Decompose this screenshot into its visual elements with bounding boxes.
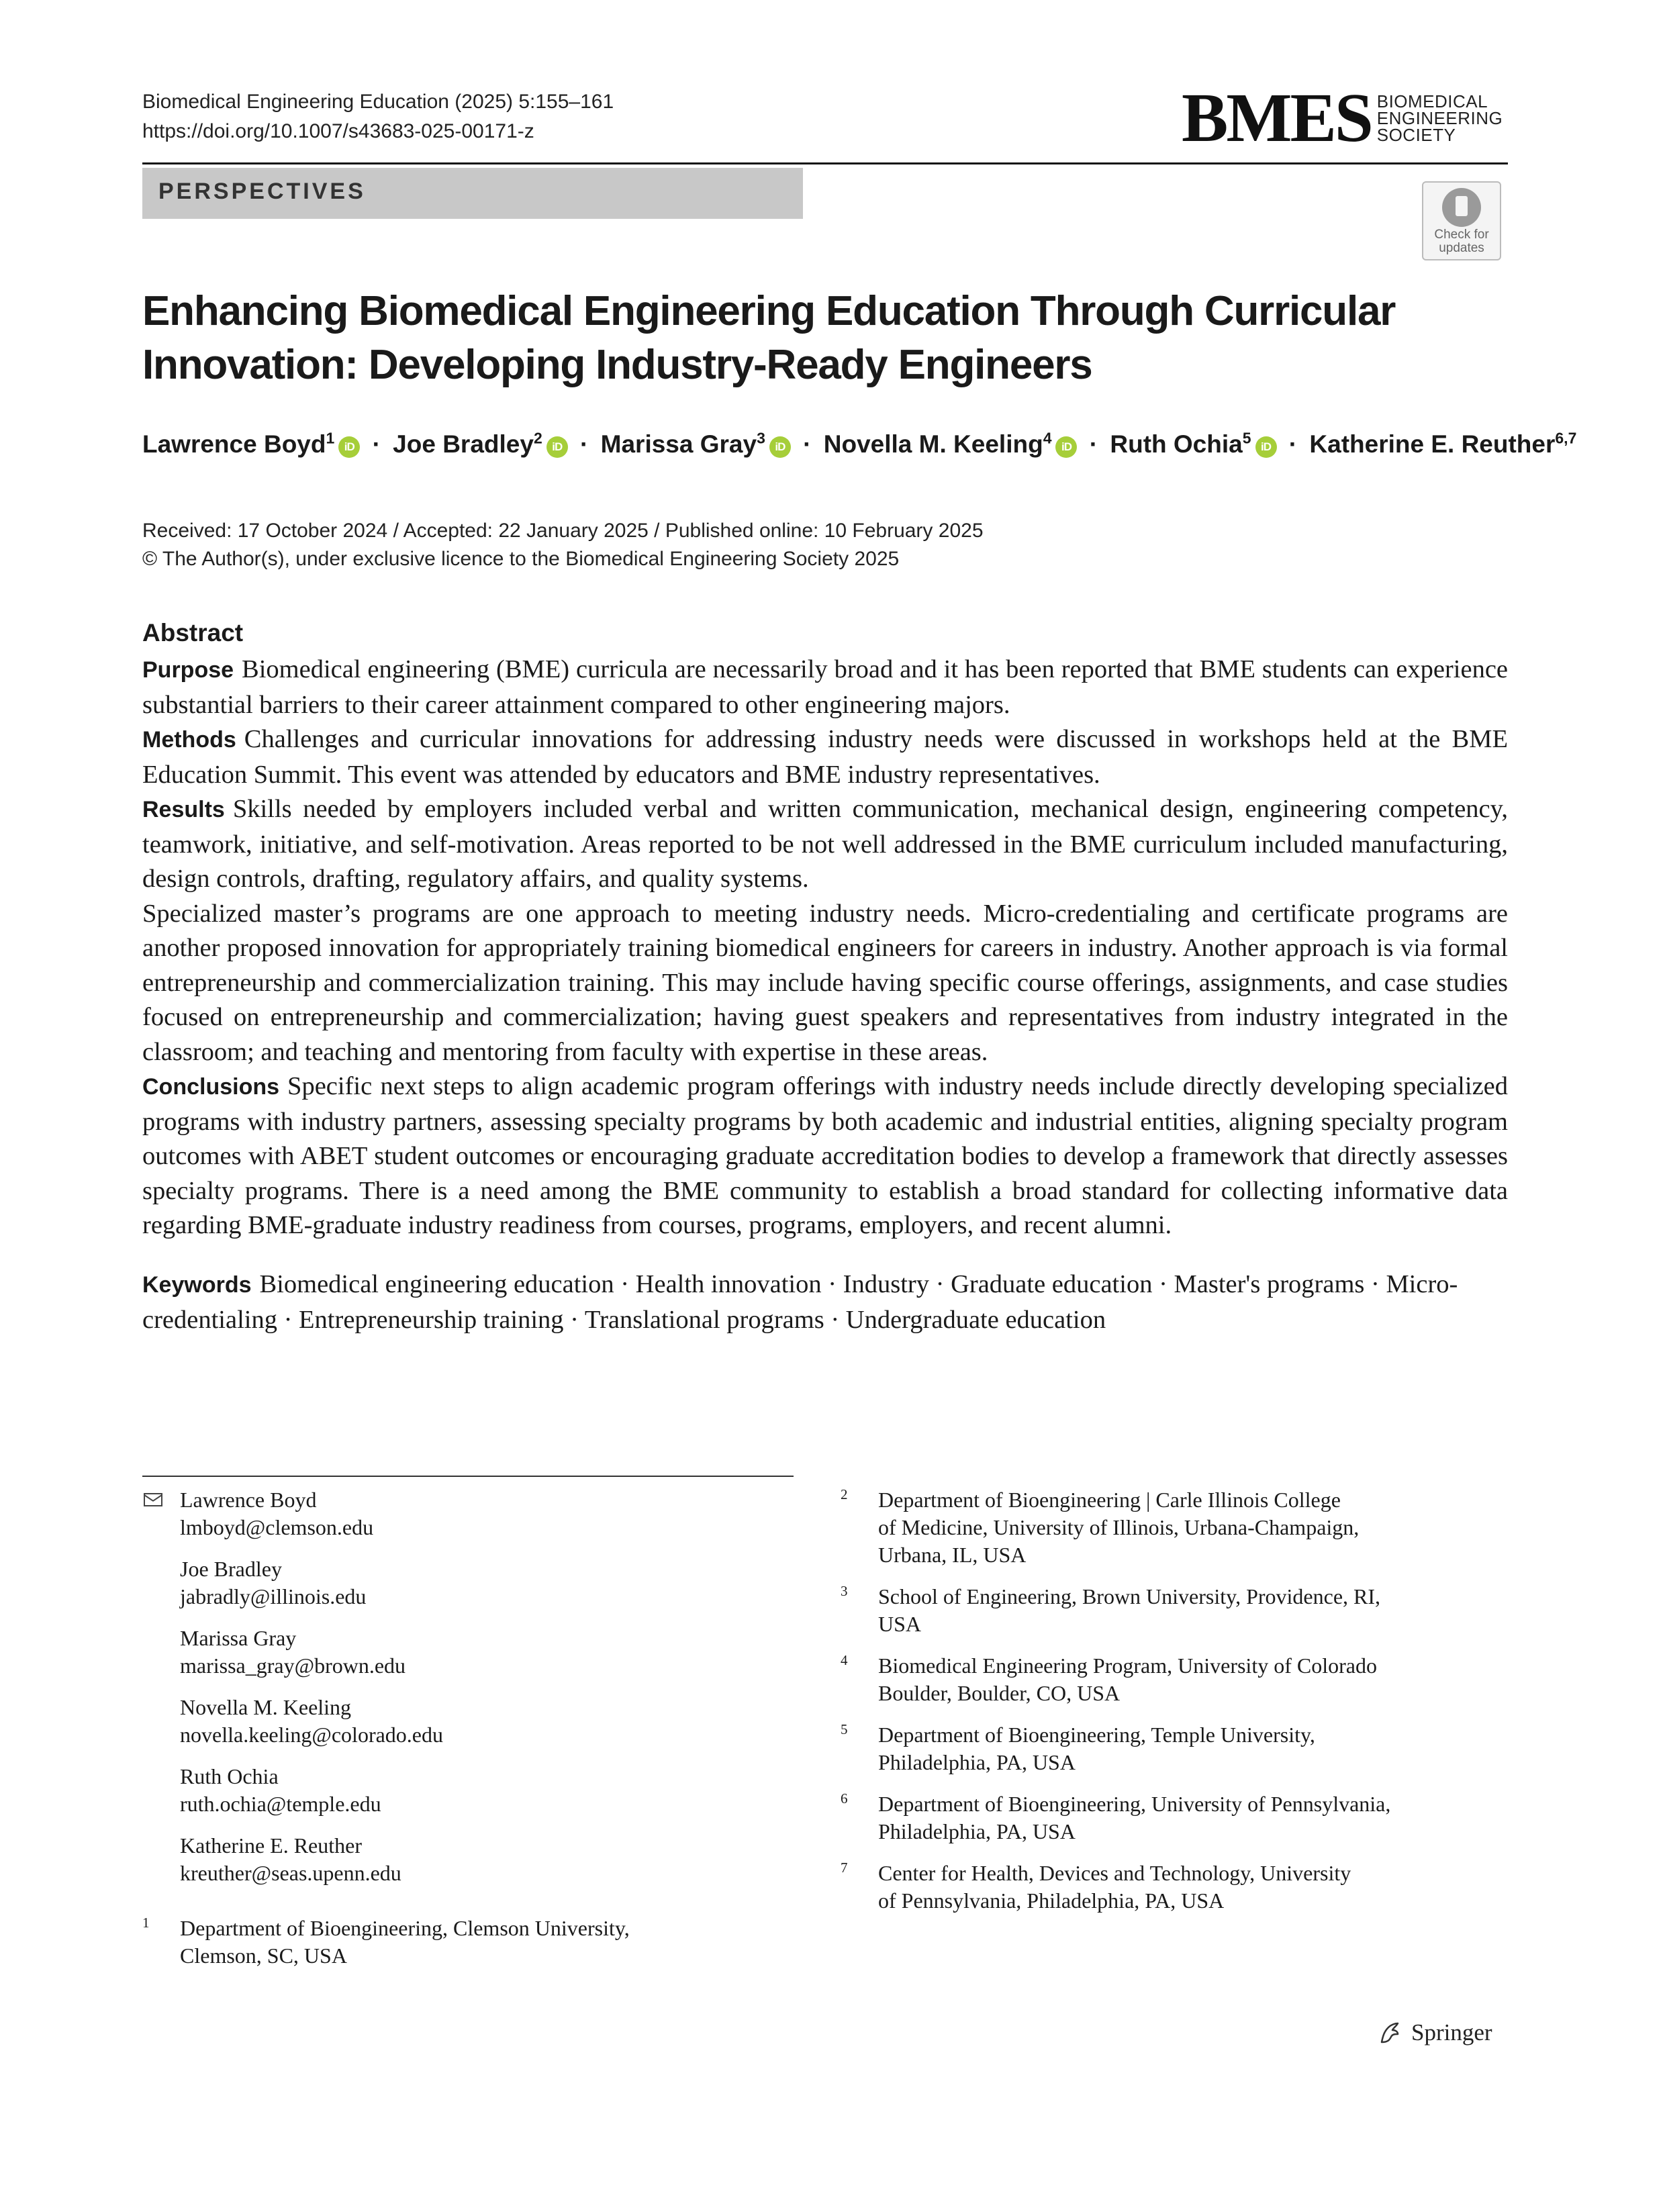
author-list	[142, 430, 1576, 459]
author-name: Ruth Ochia	[1110, 430, 1243, 459]
journal-volume-line: Biomedical Engineering Education (2025) 5:155–161	[142, 91, 614, 113]
affiliation-line: USA	[878, 1612, 922, 1636]
abstract-methods	[142, 722, 1508, 792]
contact-entry	[142, 1694, 800, 1749]
affiliation-line: School of Engineering, Brown University, Providence, RI,	[878, 1584, 1381, 1608]
author-name: Joe Bradley	[393, 430, 534, 459]
affiliation-number: 3	[841, 1583, 848, 1599]
contact-entry	[142, 1555, 800, 1610]
affiliation-line: Philadelphia, PA, USA	[878, 1819, 1076, 1843]
keywords-label: Keywords	[142, 1272, 252, 1298]
springer-horse-icon	[1376, 2019, 1403, 2046]
check-updates-line: updates	[1439, 241, 1484, 255]
article-title: Enhancing Biomedical Engineering Education Through Curricular Innovation: Developing Industry-Ready Engineers	[142, 288, 1396, 388]
affiliation	[841, 1583, 1512, 1638]
bmes-logo-mark: BMES	[1182, 79, 1372, 156]
author-separator: ·	[372, 430, 381, 459]
abstract-heading: Abstract	[142, 619, 244, 646]
contact-name: Marissa Gray	[180, 1626, 297, 1650]
contact-name: Joe Bradley	[180, 1557, 282, 1581]
affiliation-number: 5	[841, 1721, 848, 1737]
contact-name: Katherine E. Reuther	[180, 1833, 362, 1858]
envelope-icon	[144, 1493, 162, 1506]
abstract-label: Conclusions	[142, 1074, 280, 1100]
footnote-rule	[142, 1476, 794, 1477]
affiliation-line: Biomedical Engineering Program, University of Colorado	[878, 1653, 1377, 1678]
author-name: Novella M. Keeling	[823, 430, 1043, 459]
abstract-text: Challenges and curricular innovations for addressing industry needs were discussed in workshops held at the BME Education Summit. This event was attended by educators and BME industry representatives.	[142, 725, 1508, 789]
author	[393, 430, 568, 458]
received-accepted-published: Received: 17 October 2024 / Accepted: 22 January 2025 / Published online: 10 February 2025	[142, 520, 984, 542]
affiliation-number: 7	[841, 1860, 848, 1876]
abstract-label: Methods	[142, 727, 236, 753]
orcid-icon[interactable]: iD	[1055, 436, 1077, 458]
affiliation-line: of Pennsylvania, Philadelphia, PA, USA	[878, 1888, 1225, 1913]
affiliation	[841, 1790, 1512, 1845]
affiliation	[841, 1860, 1512, 1915]
affiliation	[841, 1486, 1512, 1569]
bmes-logo-line: ENGINEERING	[1376, 107, 1503, 128]
contact-email[interactable]: jabradly@illinois.edu	[180, 1584, 367, 1608]
publisher-logo	[1376, 2019, 1492, 2046]
affiliation-line: Philadelphia, PA, USA	[878, 1750, 1076, 1774]
affiliation-line: Clemson, SC, USA	[180, 1943, 347, 1968]
abstract-results	[142, 792, 1508, 897]
author-affiliation-sup: 2	[533, 430, 542, 447]
orcid-icon[interactable]: iD	[769, 436, 791, 458]
author-name: Marissa Gray	[600, 430, 757, 459]
abstract-text: Skills needed by employers included verbal and written communication, mechanical design, engineering competency, teamwork, initiative, and self-motivation. Areas reported to be not well addressed in the BME curriculum included manufacturing, design controls, drafting, regulatory affairs, and quality systems.	[142, 795, 1508, 893]
affiliation-line: Department of Bioengineering, Temple University,	[878, 1723, 1315, 1747]
contact-email[interactable]: kreuther@seas.upenn.edu	[180, 1861, 401, 1885]
abstract-label: Purpose	[142, 657, 234, 683]
contact-email[interactable]: ruth.ochia@temple.edu	[180, 1792, 381, 1816]
author-affiliation-sup: 1	[326, 430, 335, 447]
publisher-name: Springer	[1411, 2019, 1492, 2046]
keywords	[142, 1267, 1525, 1337]
affiliation-list-left	[142, 1915, 800, 1970]
abstract-text: Biomedical engineering (BME) curricula are necessarily broad and it has been reported that BME students can experience substantial barriers to their career attainment compared to other engineering majors.	[142, 655, 1508, 719]
author	[601, 430, 791, 458]
contact-email[interactable]: novella.keeling@colorado.edu	[180, 1723, 443, 1747]
abstract-text: Specific next steps to align academic program offerings with industry needs include directly developing specialized programs with industry partners, assessing specialty programs by both academic and industrial entities, aligning specialty program outcomes with ABET student outcomes or encouraging graduate accreditation bodies to develop a framework that directly assesses specialty programs. There is a need among the BME community to establish a broad standard for collecting informative data regarding BME-graduate industry readiness from courses, programs, employers, and recent alumni.	[142, 1072, 1508, 1239]
affiliation-line: Urbana, IL, USA	[878, 1543, 1027, 1567]
journal-citation	[142, 87, 614, 146]
contact-list	[142, 1486, 800, 1901]
keywords-text: Biomedical engineering education · Health innovation · Industry · Graduate education · Master's programs · Micro-credentialing · Entrepreneurship training · Translational programs · Undergraduate education	[142, 1270, 1458, 1334]
author-name: Katherine E. Reuther	[1309, 430, 1556, 459]
check-for-updates-badge[interactable]	[1422, 181, 1501, 260]
affiliation-list-right	[841, 1486, 1512, 1929]
check-updates-line: Check for	[1434, 228, 1489, 242]
author	[824, 430, 1078, 458]
header-rule	[142, 162, 1508, 164]
author-affiliation-sup: 6,7	[1555, 430, 1577, 447]
contact-entry	[142, 1763, 800, 1818]
affiliation	[142, 1915, 800, 1970]
bmes-logo-line: SOCIETY	[1376, 124, 1456, 145]
author-affiliation-sup: 4	[1043, 430, 1052, 447]
contact-email[interactable]: lmboyd@clemson.edu	[180, 1515, 374, 1539]
author-separator: ·	[803, 430, 812, 459]
abstract-conclusions	[142, 1069, 1508, 1243]
author	[1309, 430, 1576, 458]
author-separator: ·	[1089, 430, 1098, 459]
affiliation-number: 6	[841, 1790, 848, 1807]
orcid-icon[interactable]: iD	[1255, 436, 1277, 458]
affiliation-number: 1	[142, 1915, 150, 1931]
author-separator: ·	[580, 430, 589, 459]
section-label: PERSPECTIVES	[158, 179, 366, 204]
affiliation-line: Center for Health, Devices and Technology, University	[878, 1861, 1351, 1885]
contact-entry	[142, 1625, 800, 1680]
contact-name: Lawrence Boyd	[180, 1488, 317, 1512]
author-affiliation-sup: 5	[1242, 430, 1251, 447]
affiliation-line: Department of Bioengineering, University of Pennsylvania,	[878, 1792, 1391, 1816]
contact-name: Ruth Ochia	[180, 1764, 279, 1788]
affiliation	[841, 1721, 1512, 1776]
author-name: Lawrence Boyd	[142, 430, 326, 459]
affiliation	[841, 1652, 1512, 1707]
author	[142, 430, 360, 458]
affiliation-line: Department of Bioengineering, Clemson University,	[180, 1916, 630, 1940]
affiliation-number: 4	[841, 1652, 848, 1668]
author-affiliation-sup: 3	[757, 430, 765, 447]
author-separator: ·	[1288, 430, 1298, 459]
affiliation-line: Department of Bioengineering | Carle Illinois College	[878, 1488, 1341, 1512]
abstract-results-continued: Specialized master’s programs are one approach to meeting industry needs. Micro-credentialing and certificate programs are another proposed innovation for appropriately training biomedical engineers for careers in industry. Another approach is via formal entrepreneurship and commercialization training. This may include having specific course offerings, assignments, and case studies focused on entrepreneurship and commercialization; having guest speakers and representatives from industry integrated in the classroom; and teaching and mentoring from faculty with expertise in these areas.	[142, 899, 1508, 1066]
bmes-logo-line: BIOMEDICAL	[1376, 91, 1488, 111]
contact-email[interactable]: marissa_gray@brown.edu	[180, 1653, 406, 1678]
contact-entry	[142, 1832, 800, 1887]
abstract-purpose	[142, 653, 1508, 722]
abstract-label: Results	[142, 797, 225, 822]
orcid-icon[interactable]: iD	[338, 436, 360, 458]
publication-dates	[142, 517, 984, 573]
crossmark-icon	[1442, 188, 1481, 227]
affiliation-line: of Medicine, University of Illinois, Urbana-Champaign,	[878, 1515, 1360, 1539]
abstract-body	[142, 653, 1508, 1243]
orcid-icon[interactable]: iD	[546, 436, 568, 458]
copyright-line: © The Author(s), under exclusive licence to the Biomedical Engineering Society 2025	[142, 548, 900, 570]
contact-entry	[142, 1486, 800, 1541]
affiliation-number: 2	[841, 1486, 848, 1502]
bmes-logo-words	[1377, 93, 1503, 144]
affiliation-line: Boulder, Boulder, CO, USA	[878, 1681, 1121, 1705]
bmes-logo	[1182, 79, 1503, 156]
contact-name: Novella M. Keeling	[180, 1695, 352, 1719]
doi-link[interactable]: https://doi.org/10.1007/s43683-025-00171-z	[142, 120, 534, 142]
author	[1110, 430, 1276, 458]
